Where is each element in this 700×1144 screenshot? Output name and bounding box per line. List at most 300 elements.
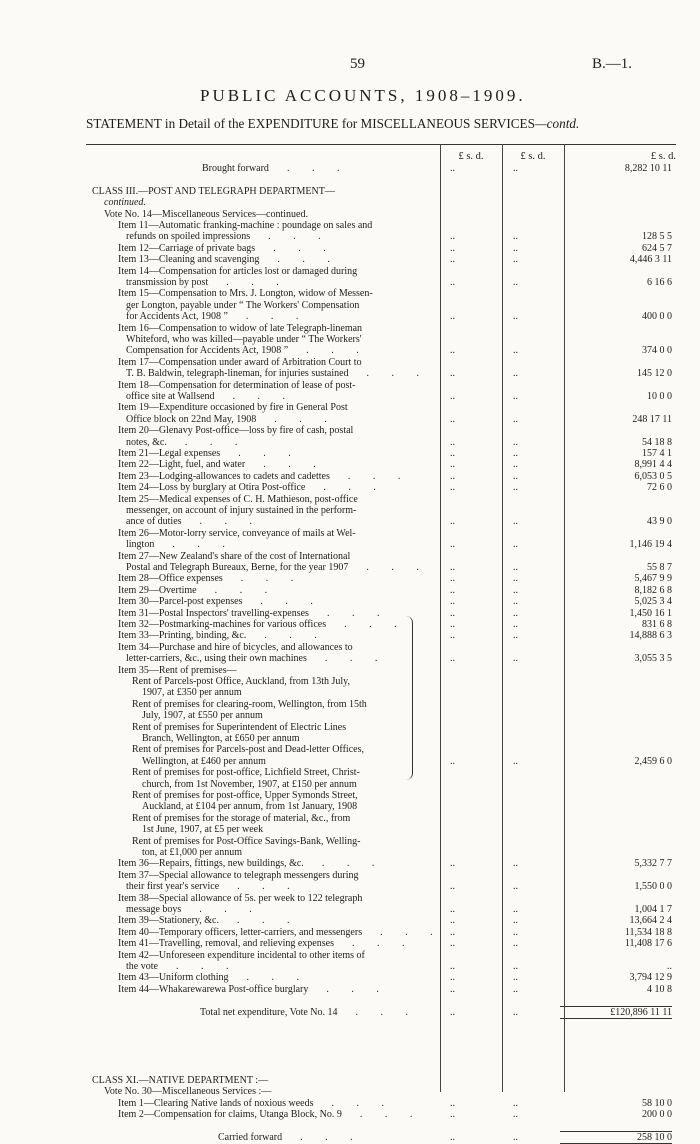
col1-value: ..	[450, 584, 455, 596]
col2-value: ..	[513, 630, 518, 642]
row-description: CLASS III.—POST AND TELEGRAPH DEPARTMENT—	[92, 185, 335, 197]
row-description: Item 11—Automatic franking-machine : poundage on sales and	[118, 220, 373, 231]
col2-value: ..	[513, 436, 518, 448]
col1-value: ..	[450, 1109, 455, 1121]
row-description: Item 20—Glenavy Post-office—loss by fire of cash, postal	[118, 425, 354, 437]
table-row	[92, 1098, 672, 1109]
spacer-row	[92, 174, 672, 185]
table-row	[92, 220, 672, 231]
row-description: Item 14—Compensation for articles lost or damaged during	[118, 265, 358, 277]
col1-value: ..	[450, 961, 455, 972]
table-row	[92, 1132, 672, 1143]
row-description-wrap	[118, 471, 410, 482]
col2-value: ..	[513, 619, 518, 630]
row-description: Item 35—Rent of premises—	[118, 664, 237, 676]
table-row	[92, 266, 672, 277]
col1-value: ..	[450, 915, 455, 927]
row-description-wrap	[126, 277, 289, 288]
col1-value: ..	[450, 1006, 455, 1018]
row-description-wrap	[118, 915, 300, 926]
table-row	[92, 801, 672, 812]
row-description: Item 16—Compensation to widow of late Telegraph-lineman	[118, 322, 363, 334]
amount-value: ..	[667, 961, 672, 972]
row-description: letter-carriers, &c., using their own machines	[126, 653, 307, 665]
amount-value: 374 0 0	[642, 345, 672, 357]
col1-value: ..	[450, 573, 455, 585]
col2-value: ..	[513, 915, 518, 927]
amount-value: 14,888 6 3	[629, 630, 672, 642]
row-description: refunds on spoiled impressions	[126, 231, 251, 243]
row-description-wrap	[126, 961, 238, 972]
table-row	[92, 197, 672, 208]
row-description-wrap	[126, 516, 262, 527]
row-description: Item 18—Compensation for determination of lease of post-	[118, 379, 356, 391]
row-description-wrap	[118, 938, 414, 949]
row-description-wrap	[118, 1098, 394, 1109]
dot-leader: . . .	[321, 858, 385, 870]
amount-value: 3,794 12 9	[629, 972, 672, 984]
col2-value: ..	[513, 231, 518, 243]
table-row	[92, 893, 672, 904]
row-description: Vote No. 30—Miscellaneous Services :—	[104, 1086, 272, 1098]
table-row	[92, 209, 672, 220]
col1-value: ..	[450, 413, 455, 425]
dot-leader: . . .	[286, 163, 350, 174]
dot-leader: . . .	[323, 482, 386, 494]
amount-value: 1,146 19 4	[629, 539, 672, 551]
amount-value: 5,332 7 7	[634, 858, 672, 870]
amount-value: 8,182 6 8	[634, 584, 672, 596]
table-row	[92, 767, 672, 778]
dot-leader: . . .	[326, 983, 389, 995]
col2-value: ..	[513, 596, 518, 608]
table-row	[92, 1109, 672, 1120]
col1-value: ..	[450, 459, 455, 471]
table-row	[92, 494, 672, 505]
table-row	[92, 824, 672, 835]
row-description-wrap	[126, 311, 308, 322]
row-description-wrap	[118, 482, 386, 493]
amount-value: 8,991 4 4	[634, 459, 672, 471]
dot-leader: . . .	[324, 653, 388, 665]
dot-leader: . . .	[366, 368, 430, 380]
table-row	[92, 448, 672, 459]
table-row	[92, 608, 672, 619]
table-row	[92, 1075, 672, 1086]
row-description: Rent of Parcels-post Office, Auckland, from 13th July,	[132, 676, 351, 687]
row-description: Item 17—Compensation under award of Arbitration Court to	[118, 356, 362, 368]
table-row	[92, 391, 672, 402]
row-description: Item 29—Overtime	[118, 584, 197, 596]
dot-leader: . . .	[237, 881, 300, 893]
col2-value: ..	[513, 391, 518, 402]
col2-value: ..	[513, 448, 518, 459]
dot-leader: . . .	[347, 470, 411, 482]
dot-leader: . . .	[175, 961, 239, 972]
row-description: Total net expenditure, Vote No. 14	[200, 1006, 338, 1018]
table-row	[92, 516, 672, 527]
row-description: Item 21—Legal expenses	[118, 448, 221, 459]
dot-leader: . . .	[274, 413, 337, 425]
row-description: for Accidents Act, 1908 ”	[126, 311, 228, 323]
spacer-row	[92, 1052, 672, 1063]
col2-value: ..	[513, 277, 518, 288]
table-row	[92, 425, 672, 436]
row-description: Item 43—Uniform clothing	[118, 972, 229, 984]
dot-leader: . . .	[172, 539, 235, 551]
col1-value: ..	[450, 448, 455, 459]
dot-leader: . . .	[214, 584, 278, 596]
row-description: Item 38—Special allowance of 5s. per week to 122 telegraph	[118, 892, 363, 904]
table-row	[92, 722, 672, 733]
row-description-wrap	[126, 414, 337, 425]
row-description: Wellington, at £460 per annum	[142, 755, 266, 767]
col1-value: ..	[450, 368, 455, 380]
col2-value: ..	[513, 163, 518, 174]
amount-value: 1,004 1 7	[634, 904, 672, 915]
row-description: Item 24—Loss by burglary at Otira Post-office	[118, 482, 306, 494]
table-row	[92, 459, 672, 470]
spacer-row	[92, 1064, 672, 1075]
col1-value: ..	[450, 858, 455, 870]
row-description: Item 41—Travelling, removal, and relieving expenses	[118, 938, 334, 950]
col1-value: ..	[450, 1132, 455, 1143]
dot-leader: . . .	[277, 254, 340, 266]
row-description: Item 25—Medical expenses of C. H. Mathieson, post-office	[118, 493, 358, 505]
dot-leader: . . .	[273, 242, 336, 254]
dot-leader: . . .	[268, 231, 331, 243]
col1-value: ..	[450, 755, 455, 767]
table-row	[92, 710, 672, 721]
row-description: Rent of premises for the storage of material, &c., from	[132, 812, 351, 824]
amount-value: 43 9 0	[647, 516, 672, 528]
table-row	[92, 915, 672, 926]
col2-value: ..	[513, 413, 518, 425]
dot-leader: . . .	[184, 436, 248, 448]
table-row	[92, 163, 672, 174]
row-description: ton, at £1,000 per annum	[142, 847, 242, 858]
row-description: Item 26—Motor-lorry service, conveyance of mails at Wel-	[118, 527, 356, 539]
row-description: 1st June, 1907, at £5 per week	[142, 824, 264, 836]
amount-value: 128 5 5	[642, 231, 672, 243]
col2-value: ..	[513, 972, 518, 984]
table-row	[92, 1086, 672, 1097]
amount-value: 72 6 0	[647, 482, 672, 494]
row-description: Item 22—Light, fuel, and water	[118, 459, 246, 471]
col1-value: ..	[450, 254, 455, 266]
col2-value: ..	[513, 584, 518, 596]
row-description: Item 30—Parcel-post expenses	[118, 596, 243, 608]
column-header-2: £ s. d.	[520, 151, 546, 162]
row-description: the vote	[126, 961, 158, 972]
row-description: Item 34—Purchase and hire of bicycles, and allowances to	[118, 641, 353, 653]
col1-value: ..	[450, 470, 455, 482]
row-description: church, from 1st November, 1907, at £150 per annum	[142, 778, 357, 790]
row-description-wrap	[126, 881, 300, 892]
row-description: Item 42—Unforeseen expenditure incidental to other items of	[118, 949, 365, 961]
spacer-row	[92, 1018, 672, 1029]
col2-value: ..	[513, 242, 518, 254]
row-description-wrap	[118, 858, 384, 869]
amount-value: £120,896 11 11	[610, 1006, 672, 1018]
row-description: T. B. Baldwin, telegraph-lineman, for injuries sustained	[126, 368, 349, 380]
row-description: CLASS XI.—NATIVE DEPARTMENT :—	[92, 1075, 269, 1086]
amount-value: 1,450 16 1	[629, 607, 672, 619]
row-description: Item 19—Expenditure occasioned by fire in General Post	[118, 402, 348, 414]
dot-leader: . . .	[331, 1097, 395, 1109]
row-description: Auckland, at £104 per annum, from 1st January, 1908	[142, 801, 358, 813]
col1-value: ..	[450, 619, 455, 630]
table-row	[92, 984, 672, 995]
row-description: Vote No. 14—Miscellaneous Services—continued.	[104, 208, 308, 220]
dot-leader: . . .	[351, 938, 415, 950]
table-row	[92, 790, 672, 801]
col1-value: ..	[450, 972, 455, 984]
table-row	[92, 368, 672, 379]
col2-value: ..	[513, 459, 518, 471]
col1-value: ..	[450, 345, 455, 357]
dot-leader: . . .	[260, 596, 323, 608]
col1-value: ..	[450, 482, 455, 494]
amount-value: 54 18 8	[642, 436, 672, 448]
amount-value: 55 8 7	[647, 562, 672, 573]
table-row	[92, 881, 672, 892]
row-description: their first year's service	[126, 881, 220, 893]
dot-leader: . . .	[263, 459, 326, 471]
col2-value: ..	[513, 938, 518, 950]
amount-value: 10 0 0	[647, 391, 672, 402]
amount-value: 258 10 0	[637, 1132, 672, 1143]
amount-value: 3,055 3 5	[634, 653, 672, 665]
dot-leader: . . .	[245, 311, 309, 323]
row-description: Rent of premises for clearing-room, Wellington, from 15th	[132, 698, 367, 710]
row-description: Rent of premises for Post-Office Savings-Bank, Welling-	[132, 835, 361, 847]
table-row	[92, 334, 672, 345]
table-row	[92, 414, 672, 425]
statement-suffix: —contd.	[534, 116, 580, 131]
column-header-3: £ s. d.	[650, 151, 676, 162]
col2-value: ..	[513, 1132, 518, 1143]
col1-value: ..	[450, 242, 455, 254]
row-description-wrap	[218, 1132, 363, 1143]
table-row	[92, 1007, 672, 1018]
page-number: 59	[350, 56, 365, 72]
col1-value: ..	[450, 926, 455, 938]
amount-value: 624 5 7	[642, 242, 672, 254]
table-row	[92, 323, 672, 334]
table-row	[92, 619, 672, 630]
table-row	[92, 357, 672, 368]
row-description: Item 40—Temporary officers, letter-carriers, and messengers	[118, 926, 363, 938]
statement-heading	[86, 116, 579, 132]
amount-value: 11,408 17 6	[624, 938, 672, 950]
amount-value: 5,025 3 4	[634, 596, 672, 608]
row-description: office site at Wallsend	[126, 391, 215, 402]
row-description: continued.	[104, 197, 146, 209]
dot-leader: . . .	[238, 448, 301, 459]
row-description-wrap	[126, 391, 295, 402]
dot-leader: . . .	[300, 1132, 363, 1143]
statement-prefix: STATEMENT in Detail of the EXPENDITURE for MISCELLANEOUS SERVICES	[86, 116, 535, 131]
row-description: Item 27—New Zealand's share of the cost of International	[118, 550, 351, 562]
col1-value: ..	[450, 881, 455, 893]
row-description: Rent of premises for post-office, Lichfield Street, Christ-	[132, 767, 360, 779]
row-description: Postal and Telegraph Bureaux, Berne, for the year 1907	[126, 562, 349, 573]
col1-value: ..	[450, 938, 455, 950]
col2-value: ..	[513, 562, 518, 573]
table-row	[92, 277, 672, 288]
amount-value: 248 17 11	[632, 413, 672, 425]
table-row	[92, 505, 672, 516]
col1-value: ..	[450, 231, 455, 243]
amount-value: 400 0 0	[642, 311, 672, 323]
table-row	[92, 186, 672, 197]
amount-value: 8,282 10 11	[624, 163, 672, 174]
rent-items-brace	[405, 616, 413, 780]
table-top-rule	[86, 144, 676, 145]
dot-leader: . . .	[240, 573, 304, 585]
table-row	[92, 836, 672, 847]
amount-value: 2,459 6 0	[634, 755, 672, 767]
row-description: Compensation for Accidents Act, 1908 ”	[126, 345, 289, 357]
dot-leader: . . .	[232, 391, 296, 402]
dot-leader: . . .	[199, 904, 262, 915]
table-row	[92, 665, 672, 676]
col2-value: ..	[513, 254, 518, 266]
col1-value: ..	[450, 596, 455, 608]
col2-value: ..	[513, 539, 518, 551]
row-description-wrap	[118, 619, 407, 630]
row-description: Item 12—Carriage of private bags	[118, 242, 256, 254]
col2-value: ..	[513, 1006, 518, 1018]
col1-value: ..	[450, 539, 455, 551]
row-description-wrap	[118, 573, 303, 584]
amount-value: 145 12 0	[637, 368, 672, 380]
row-description: message boys	[126, 904, 182, 915]
col2-value: ..	[513, 1097, 518, 1109]
row-description-wrap	[200, 1007, 418, 1018]
row-description: Item 44—Whakarewarewa Post-office burglary	[118, 983, 309, 995]
table-row	[92, 699, 672, 710]
row-description-wrap	[118, 927, 443, 938]
row-description: July, 1907, at £550 per annum	[142, 710, 263, 722]
col1-value: ..	[450, 516, 455, 528]
col1-value: ..	[450, 1097, 455, 1109]
row-description: 1907, at £350 per annum	[142, 687, 242, 699]
table-row	[92, 847, 672, 858]
table-row	[92, 562, 672, 573]
col2-value: ..	[513, 470, 518, 482]
row-description-wrap	[118, 243, 336, 254]
col2-value: ..	[513, 881, 518, 893]
table-row	[92, 813, 672, 824]
row-description: lington	[126, 539, 155, 551]
amount-value: 200 0 0	[642, 1109, 672, 1121]
col2-value: ..	[513, 653, 518, 665]
table-row	[92, 482, 672, 493]
page-title: PUBLIC ACCOUNTS, 1908–1909.	[200, 86, 526, 105]
row-description: Brought forward	[202, 163, 269, 174]
amount-value: 6,053 0 5	[634, 470, 672, 482]
row-description-wrap	[118, 254, 340, 265]
table-row	[92, 950, 672, 961]
col2-value: ..	[513, 904, 518, 915]
amount-value: 5,467 9 9	[634, 573, 672, 585]
col1-value: ..	[450, 277, 455, 288]
row-description: Item 28—Office expenses	[118, 573, 223, 585]
table-row	[92, 288, 672, 299]
table-row	[92, 972, 672, 983]
table-row	[92, 243, 672, 254]
row-description-wrap	[126, 368, 429, 379]
dot-leader: . . .	[199, 516, 263, 528]
table-row	[92, 231, 672, 242]
col2-value: ..	[513, 516, 518, 528]
table-row	[92, 254, 672, 265]
amount-value: 831 6 8	[642, 619, 672, 630]
col2-value: ..	[513, 368, 518, 380]
row-description: Item 39—Stationery, &c.	[118, 915, 219, 927]
col1-value: ..	[450, 436, 455, 448]
row-description-wrap	[118, 459, 326, 470]
table-row	[92, 437, 672, 448]
amount-value: 13,664 2 4	[629, 915, 672, 927]
table-row	[92, 961, 672, 972]
table-row	[92, 596, 672, 607]
row-description: ger Longton, payable under “ The Workers' Compensation	[126, 299, 360, 311]
row-description-wrap	[202, 163, 349, 174]
table-row	[92, 858, 672, 869]
dot-leader: . . .	[366, 562, 429, 573]
table-row	[92, 927, 672, 938]
table-row	[92, 687, 672, 698]
table-row	[92, 904, 672, 915]
row-description-wrap	[118, 972, 309, 983]
row-description: transmission by post	[126, 277, 209, 288]
row-description: Branch, Wellington, at £650 per annum	[142, 733, 300, 744]
column-header-1: £ s. d.	[458, 151, 484, 162]
row-description-wrap	[118, 630, 327, 641]
dot-leader: . . .	[264, 630, 327, 642]
row-description: Item 37—Special allowance to telegraph messengers during	[118, 869, 359, 881]
dot-leader: . . .	[380, 926, 443, 938]
col1-value: ..	[450, 607, 455, 619]
col1-value: ..	[450, 311, 455, 323]
dot-leader: . . .	[237, 915, 300, 927]
col2-value: ..	[513, 858, 518, 870]
col2-value: ..	[513, 607, 518, 619]
col1-value: ..	[450, 904, 455, 915]
row-description-wrap	[118, 608, 389, 619]
dot-leader: . . .	[306, 345, 369, 357]
row-description: Item 13—Cleaning and scavenging	[118, 254, 260, 266]
col2-value: ..	[513, 311, 518, 323]
row-description: Item 23—Lodging-allowances to cadets and cadettes	[118, 470, 330, 482]
row-description-wrap	[126, 345, 369, 356]
row-description: Carried forward	[218, 1132, 283, 1143]
row-description-wrap	[126, 653, 387, 664]
table-row	[92, 551, 672, 562]
col2-value: ..	[513, 983, 518, 995]
table-row	[92, 630, 672, 641]
table-row	[92, 380, 672, 391]
table-row	[92, 870, 672, 881]
row-description-wrap	[118, 585, 277, 596]
row-description-wrap	[126, 437, 247, 448]
col1-value: ..	[450, 562, 455, 573]
col2-value: ..	[513, 926, 518, 938]
col1-value: ..	[450, 653, 455, 665]
